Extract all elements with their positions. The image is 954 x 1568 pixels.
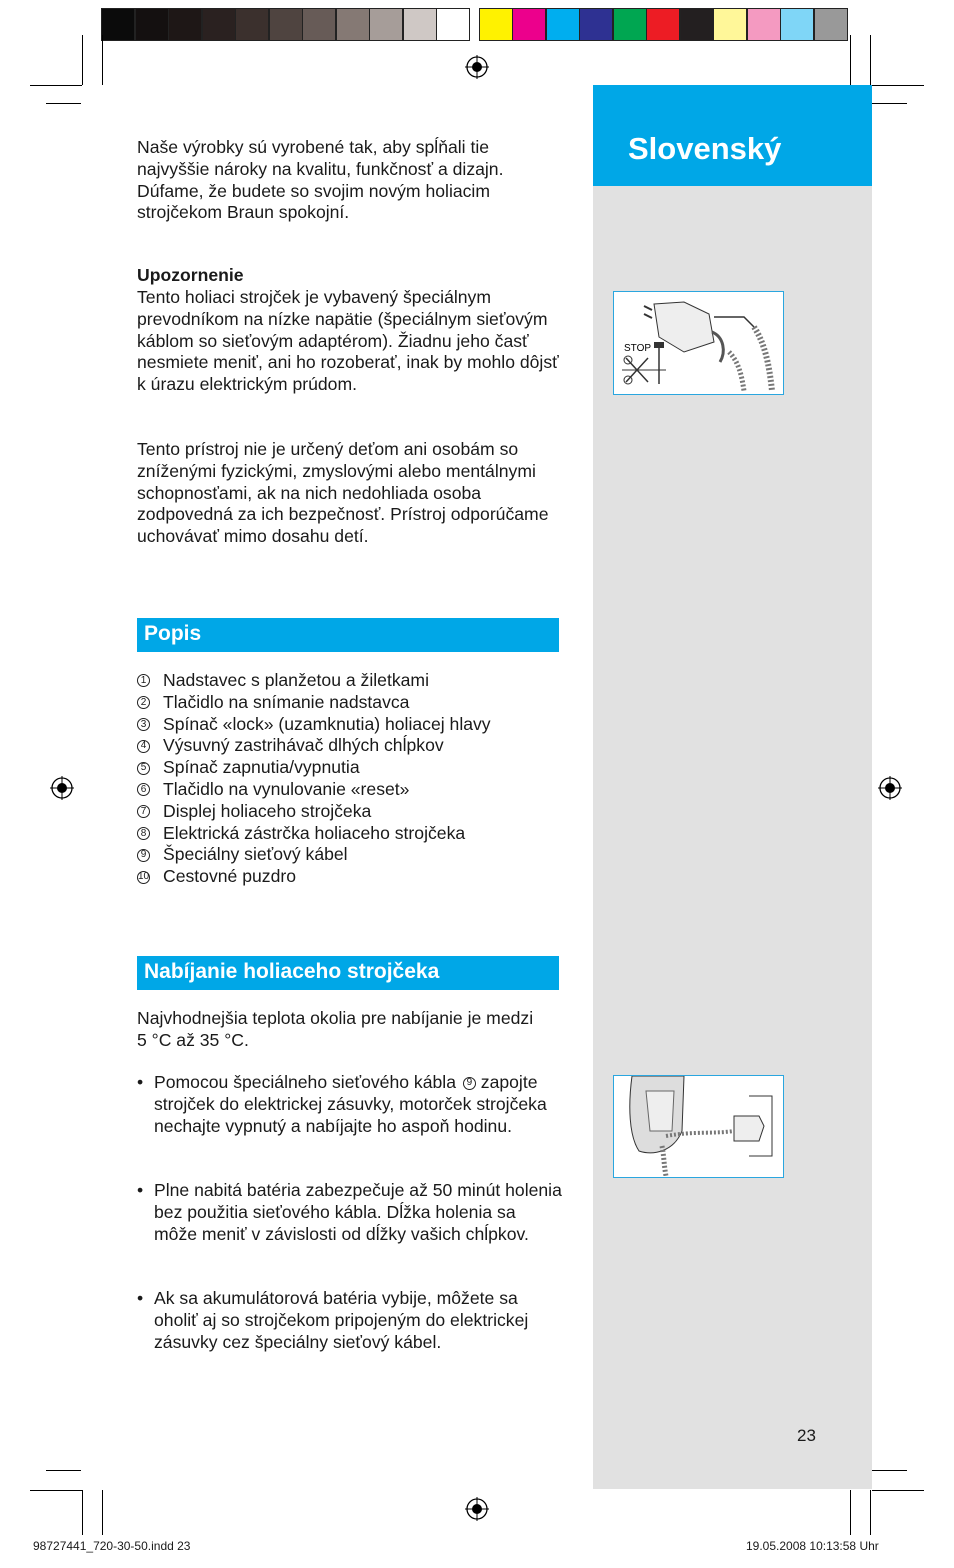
item-number: 1 [137, 674, 150, 687]
list-item [137, 779, 491, 801]
footer-file-info: 98727441_720-30-50.indd 23 [33, 1539, 191, 1553]
color-swatch [814, 8, 848, 41]
parts-list [137, 670, 491, 888]
crop-mark [82, 1490, 83, 1535]
color-swatch [101, 8, 135, 41]
item-label: Cestovné puzdro [163, 866, 297, 887]
list-item [137, 823, 491, 845]
color-swatch [369, 8, 403, 41]
stop-label: STOP [624, 343, 652, 354]
crop-mark [46, 103, 81, 104]
warning-paragraph: Tento holiaci strojček je vybavený špeciálnym prevodníkom na nízke napätie (špeciálnym sieťovým káblom so sieťovým adaptérom). Žiadnu jeho časť nesmiete meniť, ani ho rozoberať, inak by mohlo dôjsť k úrazu elektrickým prúdom. [137, 287, 559, 395]
charging-intro: Najvhodnejšia teplota okolia pre nabíjanie je medzi 5 °C až 35 °C. [137, 1008, 534, 1050]
bullet-text: Ak sa akumulátorová batéria vybije, môžete sa oholiť aj so strojčekom pripojeným do elektrickej zásuvky cez špeciálny sieťový kábel. [154, 1288, 529, 1352]
color-swatch [235, 8, 269, 41]
item-number: 3 [137, 718, 150, 731]
crop-mark [872, 103, 907, 104]
description-heading: Popis [144, 622, 202, 645]
item-label: Spínač zapnutia/vypnutia [163, 757, 360, 778]
color-swatch [747, 8, 781, 41]
shaver-charging-icon [614, 1076, 782, 1176]
description-section-header [137, 618, 559, 652]
color-swatch [613, 8, 647, 41]
color-swatch [546, 8, 580, 41]
list-item [137, 844, 491, 866]
item-label: Špeciálny sieťový kábel [163, 844, 348, 865]
list-item [137, 866, 491, 888]
plug-illustration [613, 291, 784, 395]
crop-mark [872, 1490, 924, 1491]
list-item [137, 757, 491, 779]
crop-mark [850, 35, 851, 85]
color-swatch [403, 8, 437, 41]
item-label: Výsuvný zastrihávač dlhých chĺpkov [163, 735, 444, 756]
crop-mark [102, 1490, 103, 1535]
color-swatch [479, 8, 513, 41]
bullet-symbol: • [137, 1072, 144, 1092]
list-item [137, 670, 491, 692]
item-label: Tlačidlo na snímanie nadstavca [163, 691, 410, 712]
language-header [593, 85, 872, 186]
item-number: 6 [137, 783, 150, 796]
crop-mark [870, 35, 871, 85]
crop-mark [102, 35, 103, 85]
footer-timestamp: 19.05.2008 10:13:58 Uhr [746, 1539, 879, 1553]
color-swatch [579, 8, 613, 41]
color-swatch [135, 8, 169, 41]
crop-mark [872, 1470, 907, 1471]
item-number: 7 [137, 805, 150, 818]
registration-mark-icon [465, 1497, 489, 1521]
language-title: Slovenský [628, 131, 782, 166]
bullet-text: Plne nabitá batéria zabezpečuje až 50 minút holenia bez použitia sieťového kábla. Dĺžka holenia sa môže meniť v závislosti od dĺžky vašich chĺpkov. [154, 1180, 562, 1244]
bullet-text-part: zapojte strojček do elektrickej zásuvky, motorček strojčeka nechajte vypnutý a nabíjajte ho aspoň hodinu. [154, 1072, 547, 1136]
item-number: 8 [137, 827, 150, 840]
charging-bullet [137, 1288, 562, 1353]
color-swatch [436, 8, 470, 41]
color-swatch [512, 8, 546, 41]
item-number: 5 [137, 762, 150, 775]
charging-section-header [137, 956, 559, 990]
item-number: 4 [137, 740, 150, 753]
item-label: Elektrická zástrčka holiaceho strojčeka [163, 822, 466, 843]
color-swatch [168, 8, 202, 41]
color-swatch [680, 8, 714, 41]
color-swatch [336, 8, 370, 41]
item-label: Tlačidlo na vynulovanie «reset» [163, 778, 410, 799]
item-label: Nadstavec s planžetou a žiletkami [163, 670, 429, 690]
intro-paragraph: Naše výrobky sú vyrobené tak, aby spĺňali tie najvyššie nároky na kvalitu, funkčnosť a dizajn. Dúfame, že budete so svojim novým holiacim strojčekom Braun spokojní. [137, 137, 504, 223]
color-swatch [202, 8, 236, 41]
warning-title: Upozornenie [137, 265, 244, 285]
list-item [137, 714, 491, 736]
crop-mark [46, 1470, 81, 1471]
list-item [137, 735, 491, 757]
plug-cable-icon [614, 292, 782, 393]
color-swatch [302, 8, 336, 41]
registration-mark-icon [465, 55, 489, 79]
crop-mark [872, 85, 924, 86]
list-item [137, 692, 491, 714]
crop-mark [82, 35, 83, 85]
crop-mark [850, 1490, 851, 1535]
crop-mark [30, 85, 82, 86]
item-number: 10 [137, 871, 150, 883]
item-label: Displej holiaceho strojčeka [163, 800, 372, 821]
color-swatch [780, 8, 814, 41]
safety-paragraph: Tento prístroj nie je určený deťom ani osobám so zníženými fyzickými, zmyslovými alebo mentálnymi schopnosťami, ak na nich nedohliada osoba zodpovedná za ich bezpečnosť. Prístroj odporúčame uchovávať mimo dosahu detí. [137, 439, 549, 547]
charging-heading: Nabíjanie holiaceho strojčeka [144, 960, 440, 983]
shaver-charging-illustration [613, 1075, 784, 1178]
bullet-text-part: Pomocou špeciálneho sieťového kábla [154, 1072, 456, 1092]
item-number: 2 [137, 696, 150, 709]
list-item [137, 801, 491, 823]
item-number: 9 [137, 849, 150, 862]
bullet-text [154, 1072, 562, 1137]
color-swatch [646, 8, 680, 41]
crop-mark [30, 1490, 82, 1491]
part-reference-number: 9 [463, 1077, 476, 1090]
crop-mark [870, 1490, 871, 1535]
bullet-symbol: • [137, 1180, 144, 1200]
registration-mark-icon [50, 776, 74, 800]
bullet-symbol: • [137, 1288, 144, 1308]
charging-bullet [137, 1180, 562, 1245]
registration-mark-icon [878, 776, 902, 800]
page-number: 23 [797, 1426, 816, 1445]
color-swatch [269, 8, 303, 41]
item-label: Spínač «lock» (uzamknutia) holiacej hlavy [163, 713, 491, 734]
charging-bullet [137, 1072, 562, 1137]
color-swatch [713, 8, 747, 41]
